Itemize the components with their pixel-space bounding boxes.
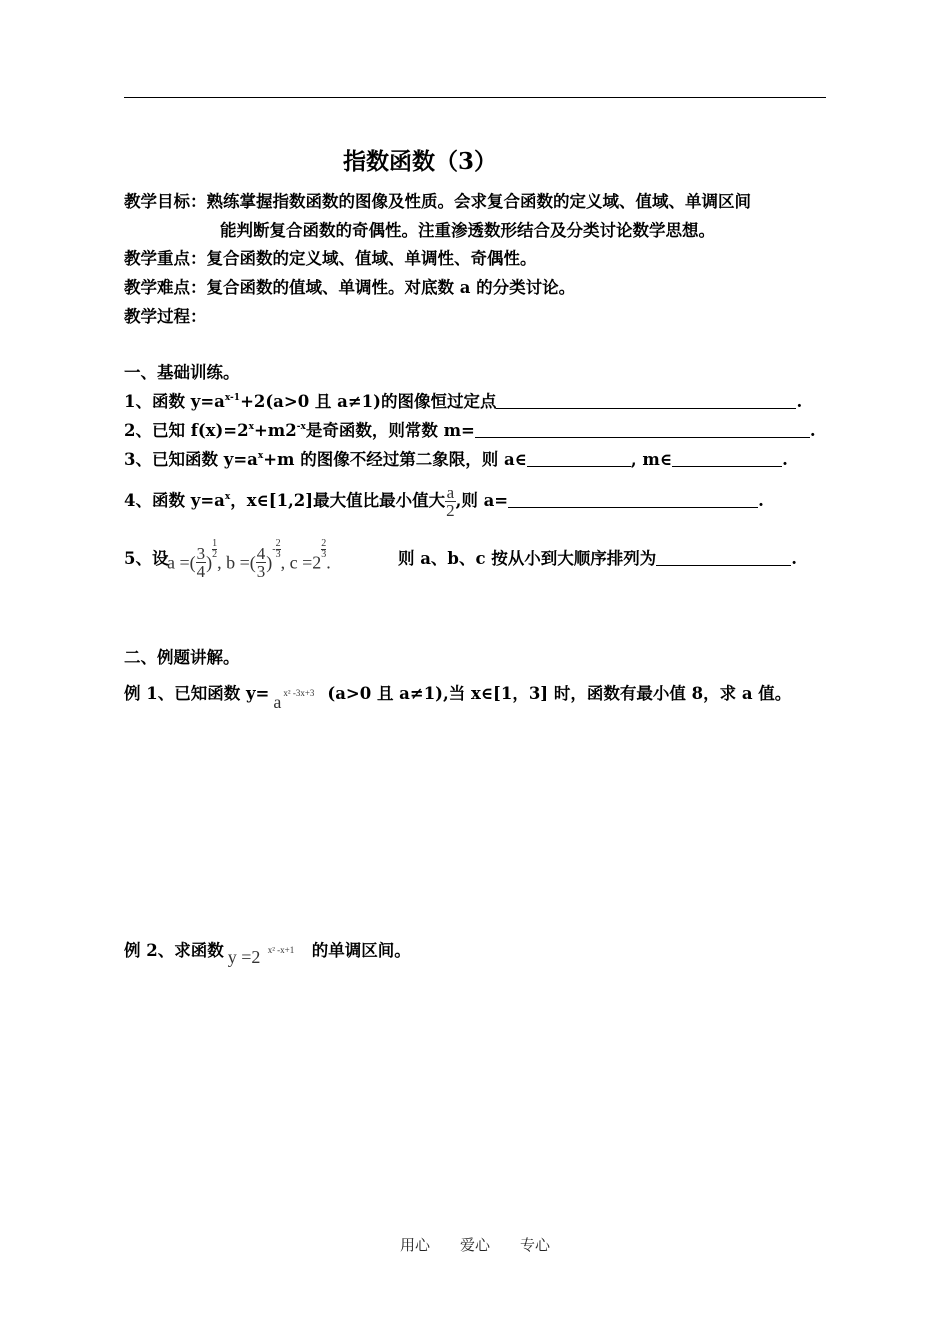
q4-prefix: 4、函数 y=a <box>124 491 225 510</box>
example-1 <box>124 677 792 712</box>
header-rule <box>124 97 826 98</box>
q1-answer-blank[interactable] <box>496 393 796 409</box>
section1-heading: 一、基础训练。 <box>124 363 240 382</box>
footer-item-1: 用心 <box>399 1236 430 1254</box>
q4-exponent: x <box>224 492 231 502</box>
ex1-exponent: x² -3x+3 <box>283 688 315 698</box>
ex2-prefix: 例 2、求函数 <box>124 941 224 960</box>
q2-mid: +m2 <box>253 421 297 440</box>
q5-formula: a =( $\frac{3}{4}$ ) $\frac{1}{2}$ , b =( $\frac{4}{3}$ )- $\frac{2}{3}$ , c =2 $\frac{2}{3}$ . <box>167 538 331 581</box>
q5-text: 则 a、b、c 按从小到大顺序排列为 <box>398 549 657 568</box>
q5-c-exp-den: 3 <box>321 549 327 560</box>
section2-heading: 二、例题讲解。 <box>124 648 240 667</box>
objectives-text-1: 熟练掌握指数函数的图像及性质。会求复合函数的定义域、值域、单调区间 <box>206 192 751 211</box>
objectives-line-2: 能判断复合函数的奇偶性。注重渗透数形结合及分类讨论数学思想。 <box>220 221 715 240</box>
q2-end: . <box>809 421 816 440</box>
q3-answer-blank-a[interactable] <box>527 451 631 467</box>
q5-b-den: 3 <box>256 562 266 581</box>
q5-a-lhs: a =( <box>167 552 196 573</box>
objectives-line-1 <box>124 191 751 213</box>
ex1-text: (a>0 且 a≠1),当 x∈[1，3] 时，函数有最小值 8，求 a 值。 <box>327 684 792 703</box>
q5-c-exp-num: 2 <box>321 538 327 549</box>
q1-prefix: 1、函数 y=a <box>124 392 225 411</box>
q5-a-close: ) <box>206 552 213 573</box>
question-5-text <box>398 548 797 570</box>
ex1-prefix: 例 1、已知函数 y= <box>124 684 270 703</box>
difficulties-label: 教学难点： <box>124 278 207 297</box>
q2-answer-blank[interactable] <box>475 422 810 438</box>
q5-c-lhs: , c =2 <box>280 552 322 573</box>
process-label: 教学过程： <box>124 307 207 326</box>
q3-end: . <box>782 450 788 469</box>
key-points <box>124 248 537 270</box>
q1-text: +2(a>0 且 a≠1)的图像恒过定点 <box>240 392 497 411</box>
difficulties <box>124 277 575 299</box>
q1-exponent: x-1 <box>224 393 241 403</box>
q5-b-close: ) <box>266 552 273 573</box>
q4-end: . <box>758 491 764 510</box>
q3-exponent: x <box>257 451 264 461</box>
footer-item-3: 专心 <box>520 1236 551 1254</box>
ex1-base: a <box>273 692 282 712</box>
q5-b-fraction <box>256 545 267 580</box>
q5-end: . <box>791 549 798 568</box>
key-points-label: 教学重点： <box>124 249 207 268</box>
q5-b-exp-num: 2 <box>275 538 281 549</box>
question-1 <box>124 391 802 413</box>
example-2 <box>124 934 411 967</box>
ex2-exponent: x² -x+1 <box>267 945 295 955</box>
q4-text: ，x∈[1,2]最大值比最小值大 <box>230 491 446 510</box>
footer-item-2: 爱心 <box>459 1236 490 1254</box>
key-points-text: 复合函数的定义域、值域、单调性、奇偶性。 <box>206 249 537 268</box>
q5-b-lhs: , b =( <box>217 552 256 573</box>
page-title: 指数函数（3） <box>343 148 498 175</box>
difficulties-text: 复合函数的值域、单调性。对底数 a 的分类讨论。 <box>206 278 576 297</box>
q5-a-den: 4 <box>196 562 206 581</box>
q4-tail: ,则 a= <box>455 491 509 510</box>
q5-a-fraction <box>196 545 207 580</box>
q3-prefix: 3、已知函数 y=a <box>124 450 258 469</box>
q2-exponent-2: -x <box>296 422 306 432</box>
ex2-lhs: y =2 <box>227 947 261 967</box>
q2-exponent-1: x <box>248 422 254 432</box>
q5-a-exp-num: 1 <box>212 538 218 549</box>
question-4 <box>124 478 764 524</box>
q5-a-exp-den: 2 <box>212 549 218 560</box>
q3-text: +m 的图像不经过第二象限，则 a∈ <box>263 450 527 469</box>
q5-b-exp-den: 3 <box>275 549 281 560</box>
footer <box>0 1234 950 1255</box>
q5-b-exp-sign: - <box>272 544 276 555</box>
question-3 <box>124 449 788 471</box>
q5-b-num: 4 <box>256 544 266 563</box>
q4-answer-blank[interactable] <box>508 492 758 508</box>
question-2 <box>124 420 816 442</box>
q3-answer-blank-m[interactable] <box>672 451 782 467</box>
ex2-text: 的单调区间。 <box>311 941 411 960</box>
objectives-label: 教学目标： <box>124 192 207 211</box>
q1-end: . <box>796 392 803 411</box>
q5-a-num: 3 <box>196 544 206 563</box>
q3-mid: , m∈ <box>630 450 673 469</box>
ex1-formula <box>269 677 327 712</box>
ex2-formula <box>224 934 312 967</box>
q2-prefix: 2、已知 f(x)=2 <box>124 421 249 440</box>
q4-fraction-numerator: a <box>446 483 455 502</box>
q4-fraction <box>445 484 456 519</box>
question-5-prefix: 5、设 <box>124 549 169 568</box>
q2-text: 是奇函数，则常数 m= <box>305 421 475 440</box>
q4-fraction-denominator: 2 <box>446 501 455 520</box>
q5-answer-blank[interactable] <box>656 550 791 566</box>
